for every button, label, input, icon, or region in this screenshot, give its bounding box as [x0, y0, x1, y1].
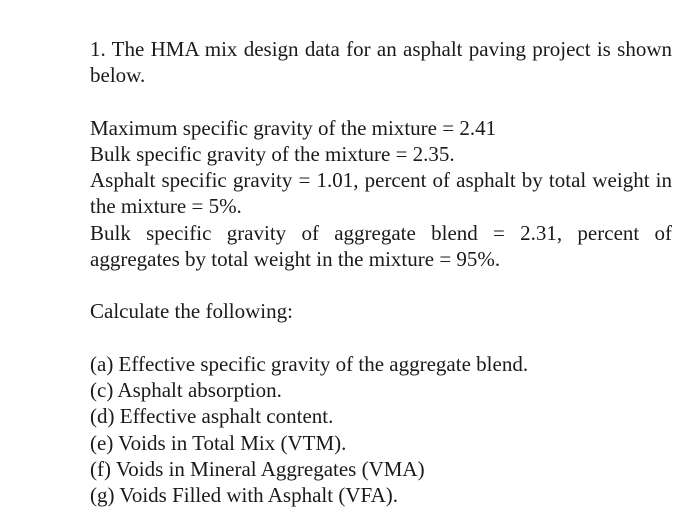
given-line-aggregate-bulk-specific-gravity: Bulk specific gravity of aggregate blend = 2.31, percent of aggregates by total weight in the mixture = 95%.: [90, 220, 672, 272]
task-item-f: (f) Voids in Mineral Aggregates (VMA): [90, 456, 425, 481]
task-list: [90, 351, 672, 509]
given-line-bulk-specific-gravity-mixture: Bulk specific gravity of the mixture = 2.35.: [90, 141, 455, 166]
given-line-asphalt-specific-gravity: Asphalt specific gravity = 1.01, percent of asphalt by total weight in the mixture = 5%.: [90, 168, 672, 219]
instruction-text: Calculate the following:: [90, 299, 293, 324]
spacer: [90, 89, 672, 115]
task-item-e: (e) Voids in Total Mix (VTM).: [90, 430, 347, 455]
task-item-a: (a) Effective specific gravity of the aggregate blend.: [90, 351, 529, 376]
spacer: [90, 272, 672, 298]
task-item-g: (g) Voids Filled with Asphalt (VFA).: [90, 483, 399, 508]
given-line-max-specific-gravity: Maximum specific gravity of the mixture = 2.41: [90, 115, 497, 140]
spacer: [90, 325, 672, 351]
task-item-c: (c) Asphalt absorption.: [90, 377, 282, 402]
task-item-d: (d) Effective asphalt content.: [90, 404, 334, 429]
problem-document: [90, 36, 672, 508]
given-data: [90, 115, 672, 273]
problem-intro: 1. The HMA mix design data for an asphalt paving project is shown below.: [90, 37, 672, 88]
